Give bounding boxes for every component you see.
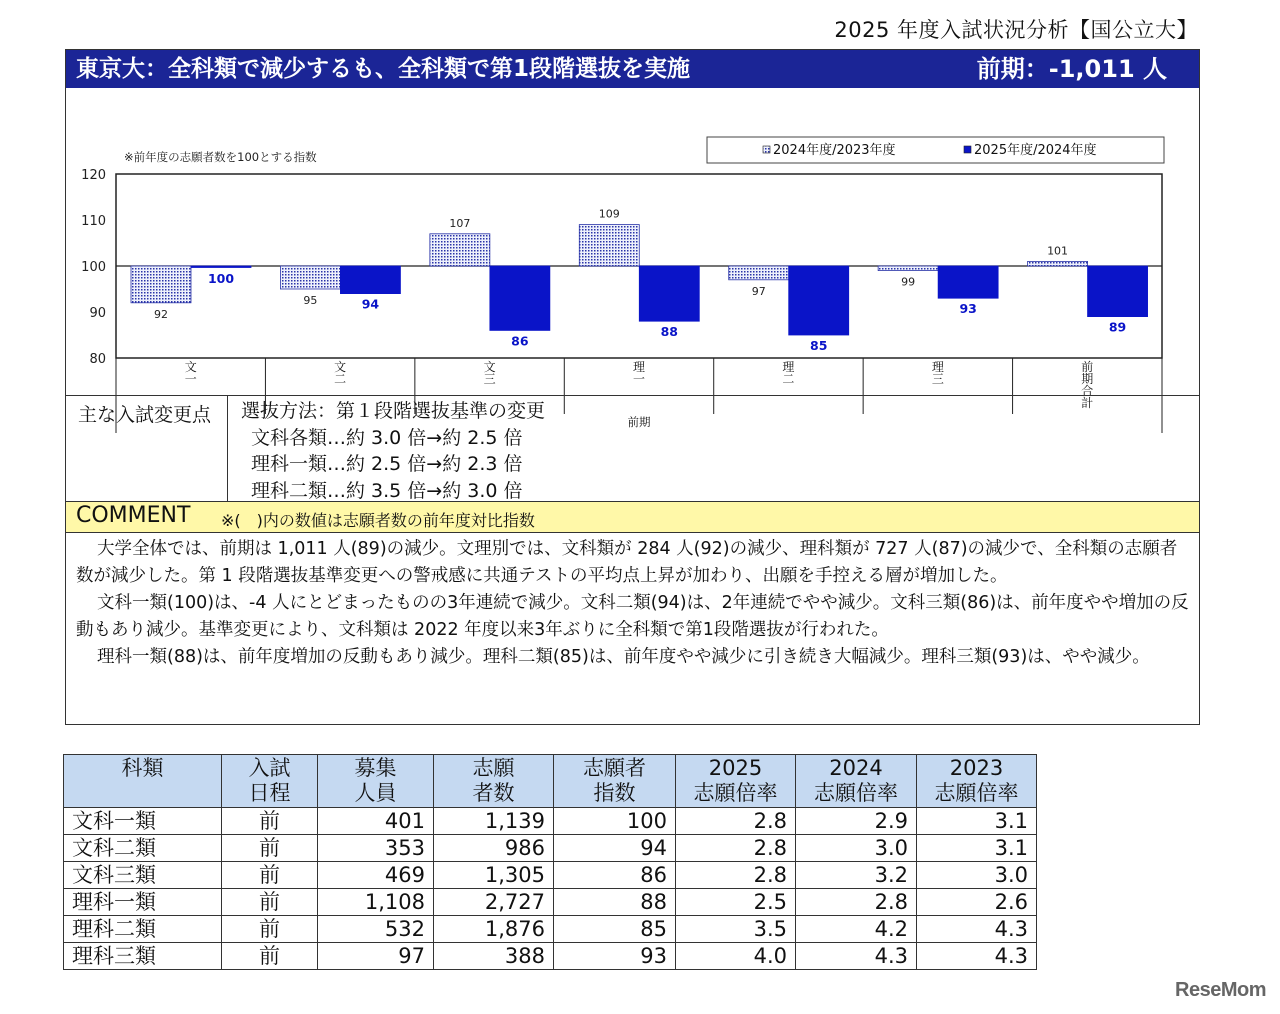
header-cell: 入試 日程: [222, 755, 318, 808]
exam-changes-label: 主な入試変更点: [66, 396, 228, 501]
table-cell: 88: [554, 889, 676, 916]
data-label: 100: [207, 271, 235, 286]
exam-changes-section: [66, 395, 1199, 501]
header-cell: 2025 志願倍率: [676, 755, 796, 808]
bar-current-year: [639, 266, 699, 321]
bar-prev-year: [729, 266, 789, 280]
category-label: 理二: [782, 360, 795, 386]
data-label: 109: [598, 207, 620, 221]
table-cell: 4.3: [917, 943, 1037, 970]
comment-heading: COMMENT: [76, 503, 191, 528]
y-tick-label: 80: [89, 352, 106, 367]
category-label: 理一: [632, 360, 646, 386]
bar-prev-year: [579, 225, 639, 266]
bar-current-year: [789, 266, 849, 335]
header-cell: 志願 者数: [434, 755, 554, 808]
table-cell: 100: [554, 808, 676, 835]
category-label: 理三: [931, 360, 944, 386]
header-cell: 志願者 指数: [554, 755, 676, 808]
table-cell: 3.2: [796, 862, 917, 889]
comment-paragraph: 理科一類(88)は、前年度増加の反動もあり減少。理科二類(85)は、前年度やや減少に引き続き大幅減少。理科三類(93)は、やや減少。: [97, 647, 1150, 667]
table-cell: 3.1: [917, 835, 1037, 862]
legend-swatch: [964, 146, 971, 153]
course-name-cell: 理科二類: [64, 916, 222, 943]
table-row: [64, 943, 1037, 970]
applicant-table: [63, 754, 1037, 970]
bar-prev-year: [131, 266, 191, 303]
change-line: 理科一類…約 2.5 倍→約 2.3 倍: [251, 453, 523, 475]
legend-label: 2025年度/2024年度: [974, 143, 1097, 158]
table-cell: 85: [554, 916, 676, 943]
table-cell: 前: [222, 889, 318, 916]
table-cell: 2.8: [676, 835, 796, 862]
data-label: 92: [154, 307, 168, 321]
table-cell: 86: [554, 862, 676, 889]
table-cell: 2.9: [796, 808, 917, 835]
table-header-row: [64, 755, 1037, 808]
category-label: 文一: [184, 360, 197, 386]
table-cell: 2.5: [676, 889, 796, 916]
title-bar: [66, 50, 1199, 88]
category-label: 文三: [483, 360, 496, 386]
table-cell: 3.0: [917, 862, 1037, 889]
group-label: 前期: [627, 415, 651, 429]
table-cell: 93: [554, 943, 676, 970]
change-line: 理科二類…約 3.5 倍→約 3.0 倍: [251, 479, 523, 502]
data-label: 85: [810, 338, 828, 353]
bar-current-year: [1088, 266, 1148, 317]
table-cell: 1,876: [434, 916, 554, 943]
header-cell: 科類: [64, 755, 222, 808]
y-tick-label: 110: [81, 214, 106, 229]
comment-paragraph: 大学全体では、前期は 1,011 人(89)の減少。文理別では、文科類が 284 人(92)の減少、理科類が 727 人(87)の減少で、全科類の志願者数が減少した。第 1 段階選抜基準変更への警戒感に共通テストの平均点上昇が加わり、出願を手控える層が増加した。: [76, 539, 1178, 586]
comment-paragraph: 文科一類(100)は、-4 人にとどまったものの3年連続で減少。文科二類(94)は、2年連続でやや減少。文科三類(86)は、前年度やや増加の反動もあり減少。基準変更により、文科類は 2022 年度以来3年ぶりに全科類で第1段階選抜が行われた。: [76, 593, 1189, 640]
legend-swatch: [763, 146, 770, 153]
course-name-cell: 文科二類: [64, 835, 222, 862]
table-row: [64, 835, 1037, 862]
table-cell: 前: [222, 835, 318, 862]
page-header-title: 2025 年度入試状況分析【国公立大】: [834, 18, 1198, 42]
table-row: [64, 889, 1037, 916]
table-row: [64, 916, 1037, 943]
bar-current-year: [938, 266, 998, 298]
table-cell: 2,727: [434, 889, 554, 916]
table-cell: 2.6: [917, 889, 1037, 916]
data-label: 88: [660, 324, 678, 340]
legend-label: 2024年度/2023年度: [773, 143, 896, 158]
y-tick-label: 90: [89, 306, 106, 321]
table-cell: 353: [318, 835, 434, 862]
data-label: 94: [361, 296, 380, 312]
data-label: 97: [751, 284, 766, 298]
bar-current-year: [490, 266, 550, 330]
course-name-cell: 文科一類: [64, 808, 222, 835]
bar-current-year: [191, 266, 251, 268]
course-name-cell: 理科三類: [64, 943, 222, 970]
bar-prev-year: [1028, 261, 1088, 266]
report-title: 東京大：全科類で減少するも、全科類で第1段階選抜を実施: [76, 56, 691, 82]
data-label: 86: [511, 333, 529, 349]
y-tick-label: 120: [81, 168, 106, 183]
table-cell: 4.3: [796, 943, 917, 970]
comment-header: [66, 501, 1199, 533]
table-cell: 前: [222, 916, 318, 943]
chart-note: ※前年度の志願者数を100とする指数: [124, 150, 317, 164]
header-cell: 募集 人員: [318, 755, 434, 808]
comment-body: [76, 536, 1191, 671]
table-cell: 97: [318, 943, 434, 970]
data-label: 99: [901, 275, 916, 289]
table-cell: 532: [318, 916, 434, 943]
bar-prev-year: [280, 266, 340, 289]
bar-current-year: [340, 266, 400, 294]
summary-change: 前期：-1,011 人: [976, 55, 1167, 83]
table-cell: 4.2: [796, 916, 917, 943]
exam-changes-content: [241, 398, 545, 504]
table-cell: 94: [554, 835, 676, 862]
table-cell: 前: [222, 943, 318, 970]
table-cell: 469: [318, 862, 434, 889]
table-cell: 4.3: [917, 916, 1037, 943]
table-cell: 401: [318, 808, 434, 835]
header-cell: 2024 志願倍率: [796, 755, 917, 808]
table-cell: 3.5: [676, 916, 796, 943]
category-label: 文二: [334, 360, 347, 386]
change-line: 選抜方法：第１段階選抜基準の変更: [241, 400, 546, 422]
table-cell: 1,139: [434, 808, 554, 835]
course-name-cell: 文科三類: [64, 862, 222, 889]
table-cell: 前: [222, 808, 318, 835]
table-row: [64, 862, 1037, 889]
course-name-cell: 理科一類: [64, 889, 222, 916]
table-body: [64, 808, 1037, 970]
change-line: 文科各類…約 3.0 倍→約 2.5 倍: [251, 426, 523, 449]
data-label: 93: [959, 301, 977, 317]
table-row: [64, 808, 1037, 835]
y-tick-label: 100: [81, 260, 106, 275]
table-cell: 4.0: [676, 943, 796, 970]
header-cell: 2023 志願倍率: [917, 755, 1037, 808]
table-cell: 2.8: [796, 889, 917, 916]
bar-prev-year: [430, 234, 490, 266]
table-cell: 388: [434, 943, 554, 970]
table-cell: 2.8: [676, 808, 796, 835]
data-label: 101: [1047, 244, 1069, 258]
report-frame: [65, 49, 1200, 725]
table-cell: 986: [434, 835, 554, 862]
data-label: 107: [449, 216, 471, 230]
comment-note: ※( )内の数値は志願者数の前年度対比指数: [221, 511, 535, 530]
bar-prev-year: [878, 266, 938, 271]
table-cell: 3.0: [796, 835, 917, 862]
data-label: 89: [1108, 319, 1127, 335]
table-cell: 2.8: [676, 862, 796, 889]
resemom-logo: ReseMom: [1175, 979, 1266, 1001]
table-cell: 1,108: [318, 889, 434, 916]
table-cell: 3.1: [917, 808, 1037, 835]
table-cell: 1,305: [434, 862, 554, 889]
category-label: 前期合計: [1081, 360, 1094, 410]
table-cell: 前: [222, 862, 318, 889]
data-label: 95: [303, 294, 318, 307]
